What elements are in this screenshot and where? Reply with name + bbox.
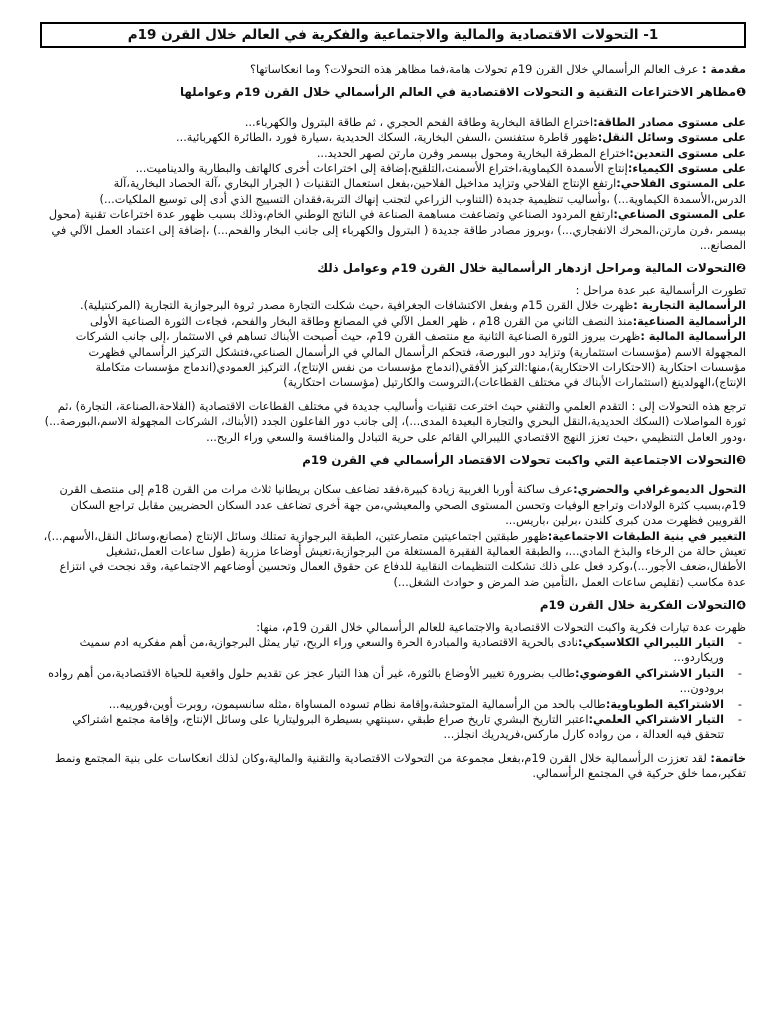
section1-item: على المستوى الفلاحي:ارتفع الإنتاج الفلاحي وتزايد مداخيل الفلاحين،بفعل استعمال التقنيات ( الجرار البخاري ،آلة الحصاد البخارية،آلة الدرس،الأسمدة الكيماوية...) ،وأساليب تنظيمية جديدة (التناوب الزراعي لتجنب إنهاك التربة،فقدان التسييج الذي أدى إلى توسيع الملكيات...) [99, 177, 746, 206]
list-item: - التيار الليبرالي الكلاسيكي:نادى بالحرية الاقتصادية والمبادرة الحرة والسعي وراء الربح، تيار يمثل البرجوازية،من أهم مفكريه ادم سميث وريكاردو... [40, 635, 724, 666]
section2-summary: ترجع هذه التحولات إلى : التقدم العلمي والتقني حيث اخترعت تقنيات وأساليب جديدة في مختلف القطاعات الاقتصادية (الفلاحة،الصناعة، التجارة) ،ثم ثورة المواصلات (السكك الحديدية،النقل البحري والتجارة البعيدة المدى...)، إلى جانب دور الفاعلون الجدد (الأبناك، الشركات المجهولة الاسم،البورصة...) ،ودور العامل التنظيمي ،حيث تعزز النهج الاقتصادي الليبرالي القائم على حرية التبادل والمنافسة والسعي وراء الربح... [44, 399, 746, 444]
section1-item: على مستوى مصادر الطاقة:اختراع الطاقة البخارية وطاقة الفحم الحجري ، ثم طاقة البترول والكهرباء... [244, 115, 746, 129]
section1-heading: ❶مظاهر الاختراعات التقنية و التحولات الاقتصادية في العالم الرأسمالي خلال القرن 19م وعواملها [179, 85, 746, 100]
section2-item: الرأسمالية المالية :ظهرت ببروز الثورة الصناعية الثانية مع منتصف القرن 19م، حيث أصبحت الأبناك تساهم في الاستثمار ،إلى جانب الشركات المجهولة الاسم (مؤسسات استثمارية) وتزايد دور البورصة، فتحكم الرأسمال المالي في الرأسمال الصناعي،فتشكل التركيز الرأسمالي فظهرت مؤسسات احتكارية (الاحتكارات الاحتكارية)،منها:التركيز الأفقي(اندماج مؤسسات من نفس الإنتاج)، التركيز العمودي(اندماج مؤسسات متكاملة الإنتاج)،الهولدينغ (استثمارات الأبناك في مختلف القطاعات)،التروست والكارتيل (مؤسسات احتكارية) [75, 330, 746, 390]
list-item: - التيار الاشتراكي العلمي:اعتبر التاريخ البشري تاريخ صراع طبقي ،سينتهي بسيطرة البروليتاريا على وسائل الإنتاج، وإقامة مجتمع اشتراكي تتحقق فيه العدالة ، من رواده كارل ماركس،فريدريك انجلز... [40, 712, 724, 743]
section1-item: على مستوى الكيمياء:إنتاج الأسمدة الكيماوية،اختراع الأسمنت،التلقيح،إضافة إلى اختراعات أخرى كالهاتف والبطارية والديناميت... [135, 162, 746, 176]
section1-item: على مستوى التعدين:اختراع المطرقة البخارية ومحول بيسمر وفرن مارتن لصهر الحديد... [316, 146, 746, 160]
document-page [40, 22, 746, 782]
section3-item: التغيير في بنية الطبقات الاجتماعية:ظهور طبقتين اجتماعيتين متصارعتين، الطبقة البرجوازية تمتلك وسائل الإنتاج (مصانع،وسائل النقل،الأسهم...)، تعيش حالة من الرخاء والبذخ المادي...، والطبقة العمالية الفقيرة المستغلة من البرجوازية،تعيش أوضاعا مزرية (طول ساعات العمل،تشغيل الأطفال،ضعف الأجور...)،وكرد فعل على ذلك تشكلت التنظيمات النقابية للدفاع عن حقوق العمال وتحسين أوضاعهم الاجتماعية، وقد نجحت في انتزاع عدة مكاسب (تقليص ساعات العمل ،التأمين ضد المرض و حوادث الشغل...) [43, 529, 746, 589]
section3-item: التحول الديموغرافي والحضري:عرف ساكنة أوربا الغربية زيادة كبيرة،فقد تضاعف سكان بريطانيا ثلاث مرات من القرن 18م إلى منتصف القرن 19م،بسبب كثرة الولادات وتراجع الوفيات وتحسن المستوى الصحي والمعيشي،من جهة أخرى تضاعف عدد السكان الحضريين مقابل تراجع السكان القرويين فظهرت مدن كبرى كلندن ،برلين ،باريس... [59, 483, 746, 528]
intro-paragraph [40, 62, 746, 77]
list-item: - التيار الاشتراكي الفوضوي:طالب بضرورة تغيير الأوضاع بالثورة، غير أن هذا التيار عجز عن تقديم حلول واقعية للحياة الاقتصادية،من أهم رواده برودون... [40, 666, 724, 697]
ideologies-list [40, 635, 746, 743]
section2-item: الرأسمالية التجارية :ظهرت خلال القرن 15م وبفعل الاكتشافات الجغرافية ،حيث شكلت التجارة مصدر ثروة البرجوازية التجارية (المركنتيلية). [80, 299, 746, 313]
section1-item: على مستوى وسائل النقل:ظهور قاطرة ستفنسن ،السفن البخارية، السكك الحديدية ،سيارة فورد ،الطائرة الكهربائية... [176, 131, 746, 145]
section2-item: الرأسمالية الصناعية:منذ النصف الثاني من القرن 18م ، ظهر العمل الآلي في المصانع وطاقة البخار والفحم، فجاءت الثورة الصناعية الأولى [89, 314, 746, 328]
conclusion-label: خاتمة: [710, 751, 746, 765]
section2-heading: ❷التحولات المالية ومراحل ازدهار الرأسمالية خلال القرن 19م وعوامل ذلك [317, 261, 746, 276]
conclusion-paragraph [40, 751, 746, 782]
intro-text: عرف العالم الرأسمالي خلال القرن 19م تحولات هامة،فما مظاهر هذه التحولات؟ وما انعكاساتها؟ [249, 63, 699, 76]
section3-heading: ❸التحولات الاجتماعية التي واكبت تحولات الاقتصاد الرأسمالي في القرن 19م [302, 452, 746, 467]
section1-item: على المستوى الصناعي:ارتفع المردود الصناعي وتضاعفت مساهمة الصناعة في الناتج الوطني الخام،وذلك بسبب ظهور عدة اختراعات تقنية (محول بيسمر ،فرن مارتن،المحرك الانفجاري...) ،وبروز مصادر طاقة جديدة ( البترول والكهرباء إلى جانب البخار والفحم...) ،إضافة إلى اعتماد العمل الآلي في المصانع... [48, 208, 746, 253]
section2-lead: تطورت الرأسمالية عبر عدة مراحل : [575, 283, 746, 297]
section4-lead: ظهرت عدة تيارات فكرية واكبت التحولات الاقتصادية والاجتماعية للعالم الرأسمالي خلال القرن 19م، منها: [256, 620, 746, 634]
section4-heading: ❹التحولات الفكرية خلال القرن 19م [539, 598, 746, 613]
intro-label: مقدمة : [702, 63, 746, 76]
document-title: 1- التحولات الاقتصادية والمالية والاجتماعية والفكرية في العالم خلال القرن 19م [40, 22, 746, 48]
list-item: - الاشتراكية الطوباوية:طالب بالحد من الرأسمالية المتوحشة،وإقامة نظام تسوده المساواة ،مثله سانسيمون، روبرت أوين،فورييه... [40, 697, 724, 712]
conclusion-text: لقد تعززت الرأسمالية خلال القرن 19م،بفعل مجموعة من التحولات الاقتصادية والتقنية والمالية،وكان لذلك انعكاسات على بنية المجتمع ونمط تفكير،مما خلق حركية في المجتمع الرأسمالي. [55, 751, 746, 781]
